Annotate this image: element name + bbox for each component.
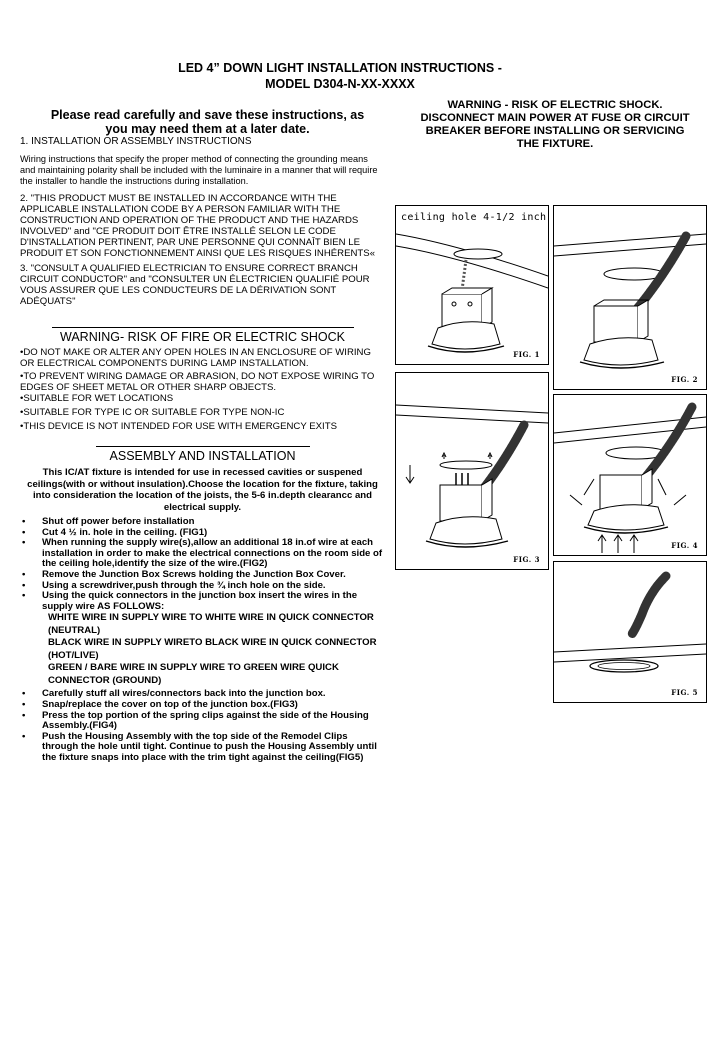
section-1-text: Wiring instructions that specify the proper method of connecting the grounding means and maintaining polarity shall be included with the luminaire in a manner that will require the installer to handle the instructions during installation. — [20, 154, 378, 186]
step-item: • Remove the Junction Box Screws holding the Junction Box Cover. — [20, 570, 385, 581]
figure-4-label: FIG. 4 — [671, 541, 698, 550]
fire-warning-list — [20, 347, 385, 432]
step-item: • Snap/replace the cover on top of the junction box.(FIG3) — [20, 700, 385, 711]
step-item: • Shut off power before installation — [20, 517, 385, 528]
section-1-title: 1. INSTALLATION OR ASSEMBLY INSTRUCTIONS — [20, 136, 252, 147]
title-line-1: LED 4” DOWN LIGHT INSTALLATION INSTRUCTIONS - — [178, 61, 502, 75]
fire-warning-item: •THIS DEVICE IS NOT INTENDED FOR USE WITH EMERGENCY EXITS — [20, 421, 337, 432]
document-title — [80, 60, 600, 92]
figure-5 — [553, 561, 707, 703]
fire-warning-item: •SUITABLE FOR TYPE IC OR SUITABLE FOR TYPE NON-IC — [20, 407, 285, 418]
figure-2 — [553, 205, 707, 390]
intro-heading-line-1: Please read carefully and save these instructions, as — [50, 108, 365, 122]
shock-warning-line: THE FIXTURE. — [516, 138, 594, 150]
left-column — [20, 108, 385, 764]
figure-3-illustration — [396, 373, 548, 569]
figure-5-label: FIG. 5 — [671, 688, 698, 697]
shock-warning — [395, 99, 715, 151]
divider-line — [52, 327, 354, 328]
assembly-intro: This IC/AT fixture is intended for use in recessed cavities or suspened ceilings(with or without insulation).Choose the location for the fixture, taking into consideration the location of the joists, the 5-6 in.depth clearancc and electrical supply. — [27, 467, 378, 513]
intro-heading-line-2: you may need them at a later date. — [105, 122, 310, 136]
step-item: • Using the quick connectors in the junction box insert the wires in the supply wire AS FOLLOWS: — [20, 591, 385, 612]
fire-warning-heading: WARNING- RISK OF FIRE OR ELECTRIC SHOCK — [60, 330, 345, 344]
fire-warning-item: •SUITABLE FOR WET LOCATIONS — [20, 393, 174, 404]
figure-2-illustration — [554, 206, 706, 389]
figure-4 — [553, 394, 707, 556]
assembly-steps — [20, 517, 385, 612]
shock-warning-line: WARNING - RISK OF ELECTRIC SHOCK. — [447, 99, 663, 111]
step-item: • Cut 4 ½ in. hole in the ceiling. (FIG1) — [20, 528, 385, 539]
figure-1-illustration — [396, 206, 548, 364]
shock-warning-line: BREAKER BEFORE INSTALLING OR SERVICING — [425, 125, 685, 137]
ceiling-hole-note: ceiling hole 4-1/2 inch — [401, 212, 547, 223]
step-item: • Push the Housing Assembly with the top side of the Remodel Clips through the hole until tight. Continue to push the Housing Assembly until the fixture snaps into place with the trim tight against the ceiling(FIG5) — [20, 732, 385, 764]
figure-5-illustration — [554, 562, 706, 702]
intro-heading — [30, 108, 385, 136]
wiring-instruction: WHITE WIRE IN SUPPLY WIRE TO WHITE WIRE IN QUICK CONNECTOR (NEUTRAL) — [48, 612, 374, 636]
shock-warning-line: DISCONNECT MAIN POWER AT FUSE OR CIRCUIT — [420, 112, 690, 124]
figure-3-label: FIG. 3 — [513, 555, 540, 564]
wiring-instruction: GREEN / BARE WIRE IN SUPPLY WIRE TO GREEN WIRE QUICK CONNECTOR (GROUND) — [48, 662, 339, 686]
step-item: • Using a screwdriver,push through the ¾ inch hole on the side. — [20, 581, 385, 592]
divider-line — [96, 446, 310, 447]
assembly-heading: ASSEMBLY AND INSTALLATION — [109, 449, 296, 463]
step-item: • When running the supply wire(s),allow an additional 18 in.of wire at each installation in order to make the electrical connections on the room side of the ceiling hole,identify the size of the wire.(FIG2) — [20, 538, 385, 570]
fire-warning-item: •DO NOT MAKE OR ALTER ANY OPEN HOLES IN AN ENCLOSURE OF WIRING OR ELECTRICAL COMPONENTS DURING LAMP INSTALLATION. — [20, 347, 371, 369]
figure-1 — [395, 205, 549, 365]
figure-3 — [395, 372, 549, 570]
title-line-2: MODEL D304-N-XX-XXXX — [265, 77, 415, 91]
step-item: • Carefully stuff all wires/connectors back into the junction box. — [20, 689, 385, 700]
section-2-text: 2. "THIS PRODUCT MUST BE INSTALLED IN ACCORDANCE WITH THE APPLICABLE INSTALLATION CODE BY A PERSON FAMILIAR WITH THE CONSTRUCTION AND OPERATION OF THE PRODUCT AND THE HAZARDS INVOLVED" and "CE PRODUIT DOIT ÊTRE INSTALLÉ SELON LE CODE D'INSTALLATION PERTINENT, PAR UNE PERSONNE QUI CONNAÎT BIEN LE PRODUIT ET SON FONCTIONNEMENT AINSI QUE LES RISQUES INHÉRENTS« — [20, 193, 376, 259]
figure-2-label: FIG. 2 — [671, 375, 698, 384]
assembly-steps-continued — [20, 689, 385, 763]
figure-1-label: FIG. 1 — [513, 350, 540, 359]
figure-4-illustration — [554, 395, 706, 555]
section-3-text: 3. "CONSULT A QUALIFIED ELECTRICIAN TO ENSURE CORRECT BRANCH CIRCUIT CONDUCTOR" and "CONSULTER UN ÉLECTRICIEN QUALIFIÉ POUR VOUS ASSURER QUE LES CONDUCTEURS DE LA DÉRIVATION SONT ADÉQUATS" — [20, 263, 370, 307]
step-item: • Press the top portion of the spring clips against the side of the Housing Assembly.(FIG4) — [20, 711, 385, 732]
wiring-instruction: BLACK WIRE IN SUPPLY WIRETO BLACK WIRE IN QUICK CONNECTOR (HOT/LIVE) — [48, 637, 377, 661]
fire-warning-item: •TO PREVENT WIRING DAMAGE OR ABRASION, DO NOT EXPOSE WIRING TO EDGES OF SHEET METAL OR OTHER SHARP OBJECTS. — [20, 371, 375, 393]
